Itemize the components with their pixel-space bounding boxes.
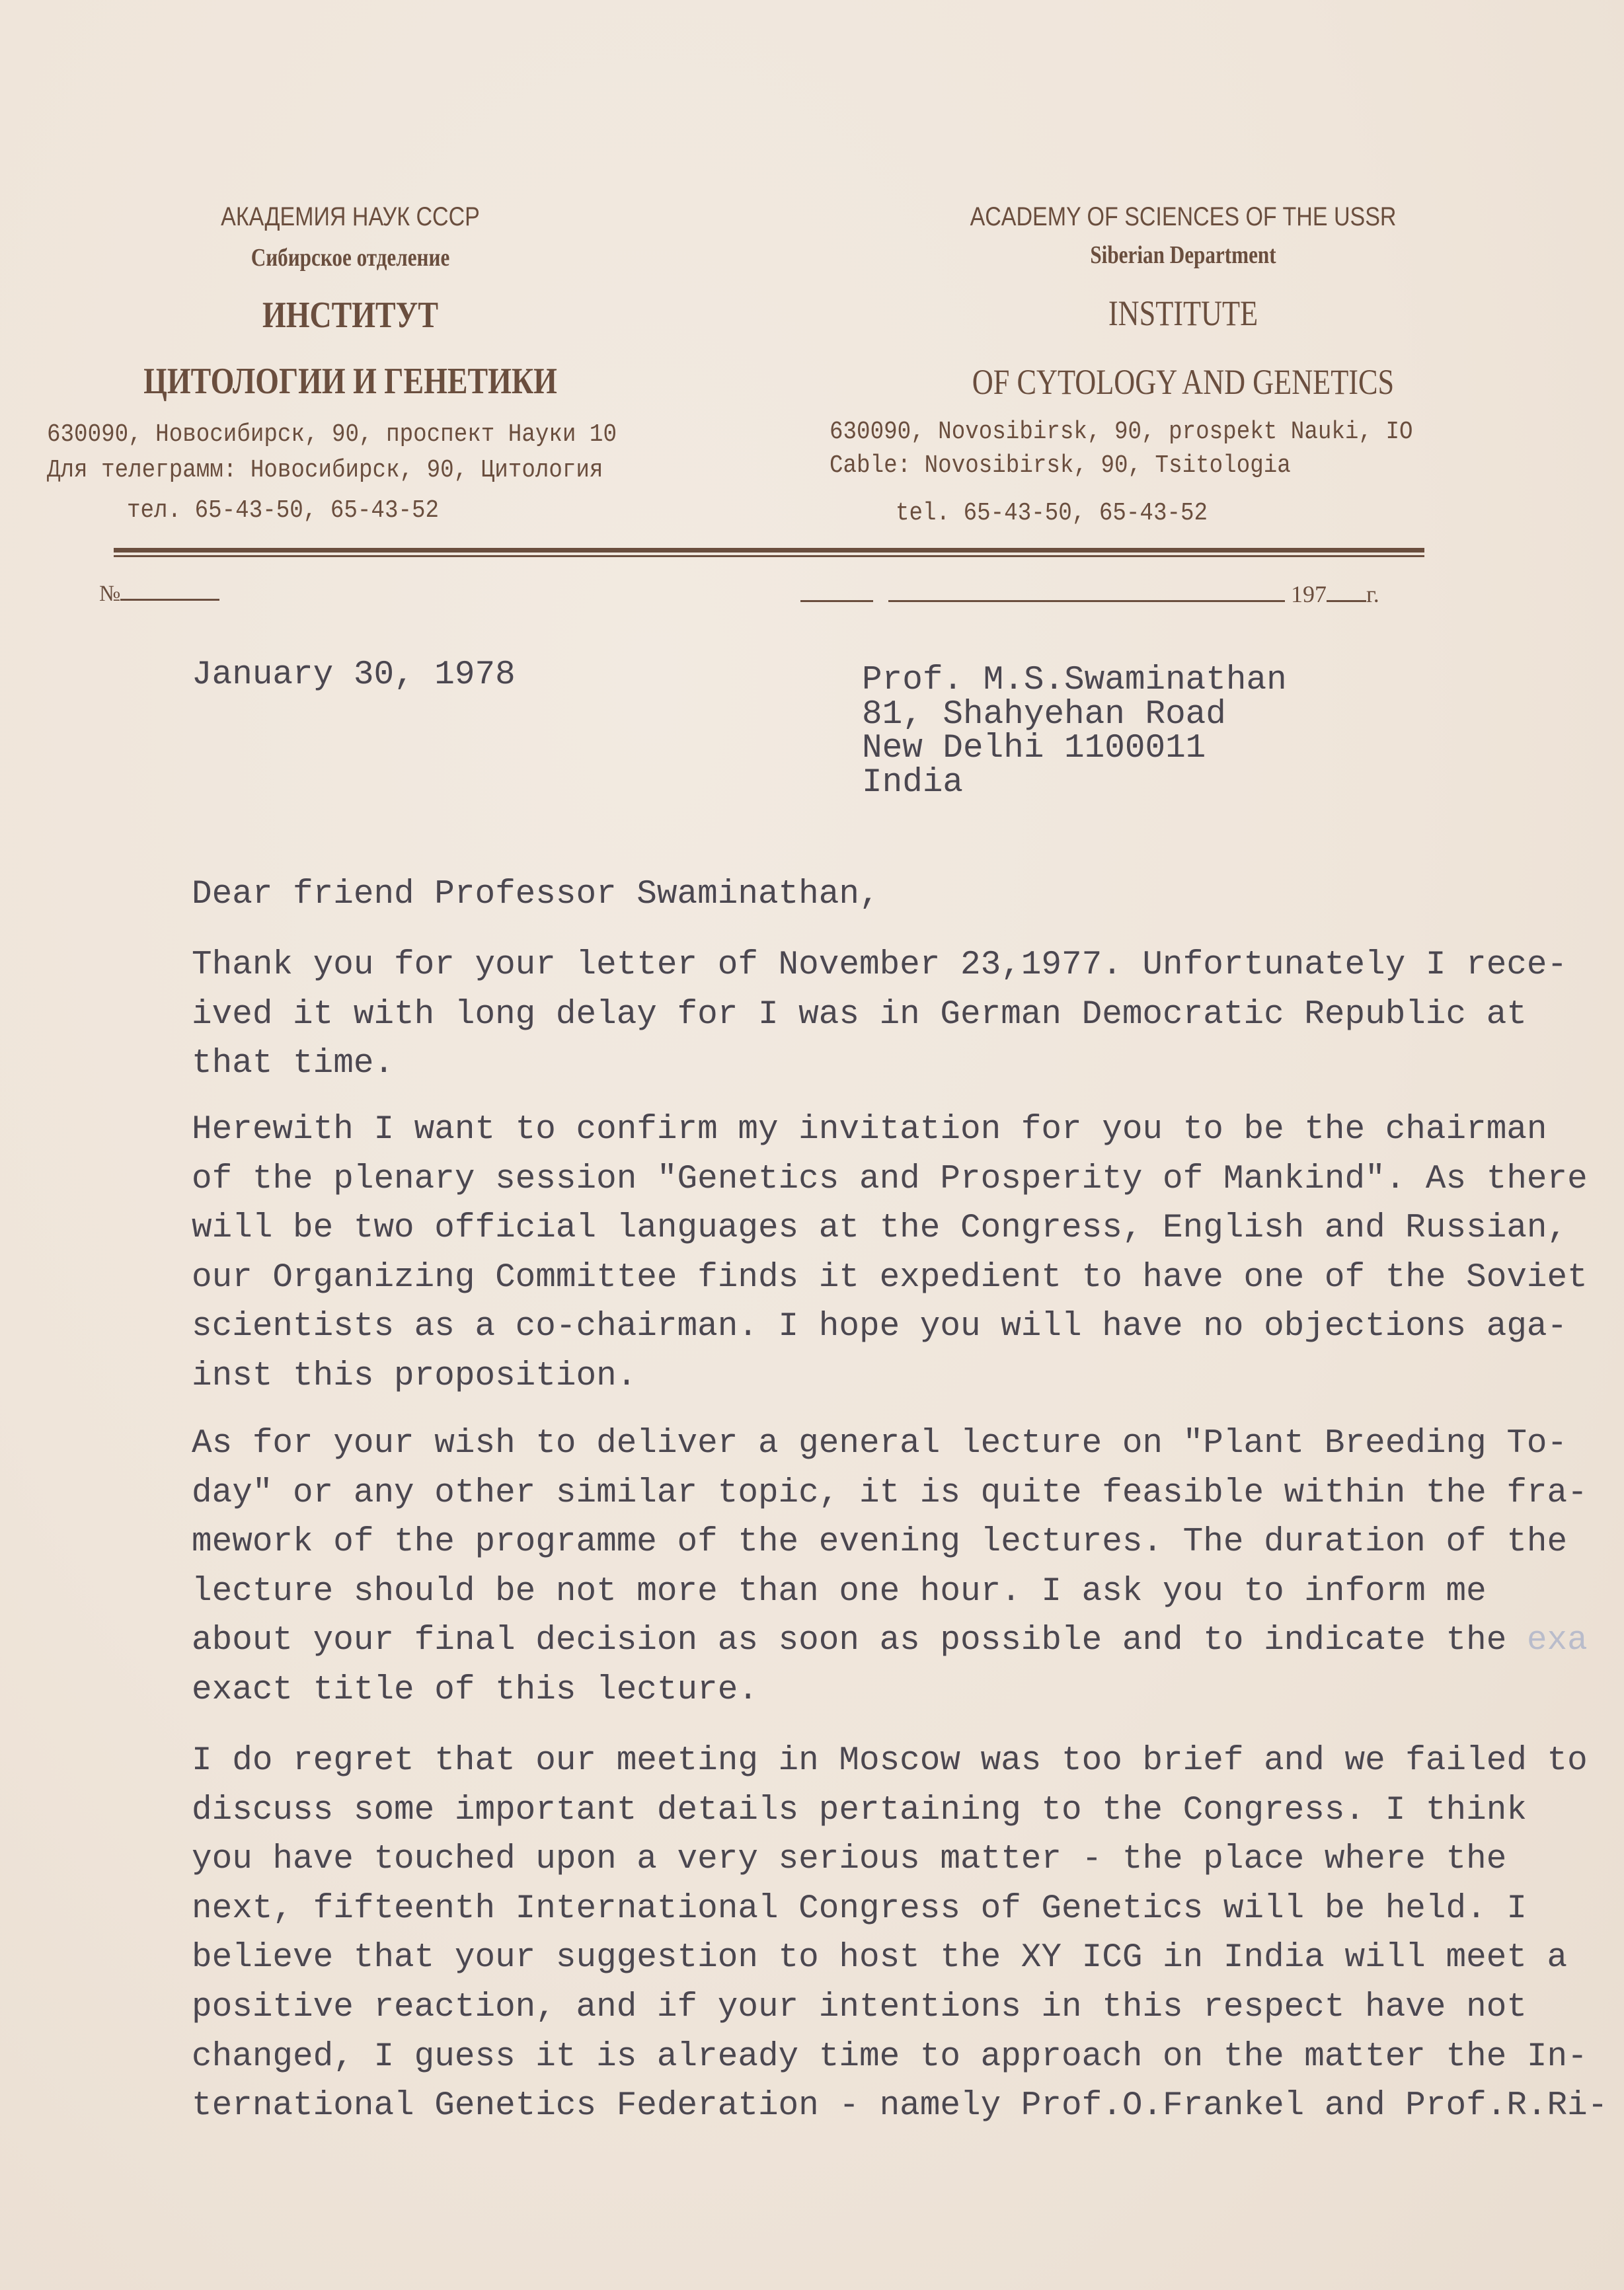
text-line xyxy=(192,1568,1588,1617)
letterhead-department-ru: Сибирское отделение xyxy=(251,244,450,272)
text-line-content: ived it with long delay for I was in German Democratic Republic at xyxy=(192,995,1527,1034)
text-line xyxy=(192,1204,1588,1254)
date-day-blank xyxy=(800,600,873,602)
text-line-content: next, fifteenth International Congress of Genetics will be held. I xyxy=(192,1889,1527,1928)
text-line xyxy=(192,1518,1588,1568)
letterhead-rule-thick xyxy=(114,548,1424,553)
letterhead-cable-ru: Для телеграмм: Новосибирск, 90, Цитология xyxy=(47,456,603,484)
letterhead-department-en: Siberian Department xyxy=(1090,241,1276,269)
paragraph xyxy=(192,1106,1588,1402)
text-line xyxy=(192,1666,1588,1716)
paragraph xyxy=(192,1737,1607,2131)
text-line xyxy=(192,1617,1588,1666)
text-line-content: As for your wish to deliver a general lecture on "Plant Breeding To- xyxy=(192,1425,1568,1463)
text-line xyxy=(192,1469,1588,1519)
salutation: Dear friend Professor Swaminathan, xyxy=(192,876,880,913)
letterhead-institute-en: INSTITUTE xyxy=(1108,293,1258,333)
paragraph xyxy=(192,941,1567,1089)
paragraph xyxy=(192,1420,1588,1716)
text-line xyxy=(192,1303,1588,1352)
text-line xyxy=(192,2082,1607,2131)
letterhead-institute-ru: ИНСТИТУТ xyxy=(262,295,438,336)
text-line-content: you have touched upon a very serious matter - the place where the xyxy=(192,1841,1507,1879)
text-line-content: mework of the programme of the evening lectures. The duration of the xyxy=(192,1523,1568,1562)
date-year-blank xyxy=(1327,600,1366,602)
text-line xyxy=(192,2033,1607,2082)
text-line-content: that time. xyxy=(192,1045,395,1083)
text-line-content: will be two official languages at the Congress, English and Russian, xyxy=(192,1209,1568,1248)
letterhead-institute-name-en: OF CYTOLOGY AND GENETICS xyxy=(972,362,1395,402)
text-line xyxy=(192,1155,1588,1205)
letter-date: January 30, 1978 xyxy=(192,656,516,694)
date-field xyxy=(800,580,1379,608)
text-line-content: day" or any other similar topic, it is quite feasible within the fra- xyxy=(192,1474,1588,1512)
text-line-content: Herewith I want to confirm my invitation for you to be the chairman xyxy=(192,1111,1547,1149)
text-line-content: scientists as a co-chairman. I hope you will have no objections aga- xyxy=(192,1308,1568,1346)
text-line-content: positive reaction, and if your intentions in this respect have not xyxy=(192,1988,1527,2026)
letterhead-tel-en: tel. 65-43-50, 65-43-52 xyxy=(896,499,1208,527)
text-line-content: I do regret that our meeting in Moscow was too brief and we failed to xyxy=(192,1742,1588,1780)
text-line-content: Thank you for your letter of November 23,1977. Unfortunately I rece- xyxy=(192,946,1568,984)
text-line xyxy=(192,1352,1588,1402)
text-line-content: lecture should be not more than one hour. I ask you to inform me xyxy=(192,1572,1487,1611)
letterhead-institute-name-ru: ЦИТОЛОГИИ И ГЕНЕТИКИ xyxy=(143,361,557,402)
recipient-line: New Delhi 1100011 xyxy=(862,730,1206,767)
letterhead-tel-ru: тел. 65-43-50, 65-43-52 xyxy=(127,496,440,525)
text-line-content: inst this proposition. xyxy=(192,1357,637,1395)
text-line xyxy=(192,1254,1588,1303)
recipient-line: 81, Shahyehan Road xyxy=(862,695,1226,734)
text-line xyxy=(192,1737,1607,1786)
letterhead-academy-en: ACADEMY OF SCIENCES OF THE USSR xyxy=(970,202,1397,231)
text-line xyxy=(192,941,1567,991)
text-line xyxy=(192,1835,1607,1885)
text-line-content: ternational Genetics Federation - namely Prof.O.Frankel and Prof.R.Ri- xyxy=(192,2087,1608,2125)
text-line xyxy=(192,991,1567,1040)
date-year-suffix: г. xyxy=(1366,581,1379,607)
recipient-line: India xyxy=(862,763,964,802)
text-line xyxy=(192,1934,1607,1983)
letterhead-academy-ru: АКАДЕМИЯ НАУК СССР xyxy=(221,202,480,231)
number-blank xyxy=(120,599,219,601)
number-label: № xyxy=(99,582,121,606)
recipient-line: Prof. M.S.Swaminathan xyxy=(862,662,1287,699)
text-line-content: discuss some important details pertaining to the Congress. I think xyxy=(192,1791,1527,1829)
date-month-blank xyxy=(888,600,1285,602)
letterhead-address-en: 630090, Novosibirsk, 90, prospekt Nauki, IO xyxy=(830,418,1413,446)
text-line xyxy=(192,1420,1588,1469)
text-line xyxy=(192,1885,1607,1934)
text-line xyxy=(192,1106,1588,1155)
text-line xyxy=(192,1040,1567,1089)
text-line-content: our Organizing Committee finds it expedient to have one of the Soviet xyxy=(192,1258,1588,1297)
text-line-content: about your final decision as soon as possible and to indicate the xyxy=(192,1622,1527,1660)
letterhead-cable-en: Cable: Novosibirsk, 90, Tsitologia xyxy=(830,451,1291,480)
number-field xyxy=(99,582,219,607)
text-line xyxy=(192,1786,1607,1836)
text-line-content: changed, I guess it is already time to approach on the matter the In- xyxy=(192,2038,1588,2076)
text-line-content: exact title of this lecture. xyxy=(192,1671,758,1709)
letterhead-rule-thin xyxy=(114,555,1424,557)
letterhead-address-ru: 630090, Новосибирск, 90, проспект Науки 10 xyxy=(47,420,617,449)
text-line-content: of the plenary session "Genetics and Prosperity of Mankind". As there xyxy=(192,1160,1588,1198)
text-line xyxy=(192,1983,1607,2033)
struck-text: exa xyxy=(1526,1622,1588,1660)
date-year-prefix: 197 xyxy=(1291,581,1327,607)
recipient-address xyxy=(862,664,1287,800)
text-line-content: believe that your suggestion to host the XY ICG in India will meet a xyxy=(192,1939,1568,1977)
